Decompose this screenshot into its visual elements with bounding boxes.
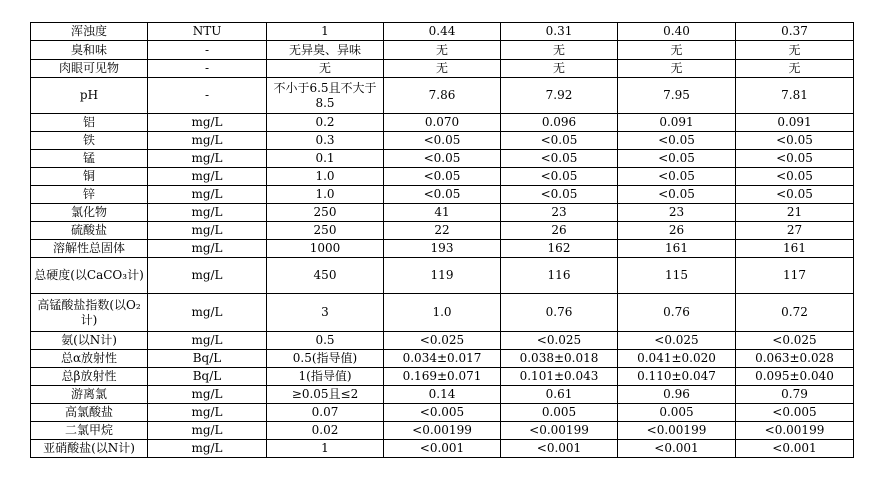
limit-cell: 0.3 [267,132,384,150]
limit-cell: 1000 [267,240,384,258]
limit-cell: 450 [267,258,384,294]
table-row [31,294,854,332]
sample-4-cell: 161 [736,240,854,258]
unit-cell: mg/L [148,332,267,350]
sample-1-cell: 7.86 [384,78,501,114]
sample-3-cell: 161 [618,240,736,258]
sample-4-cell: <0.001 [736,440,854,458]
indicator-name-cell: 浑浊度 [31,23,148,41]
sample-3-cell: <0.05 [618,150,736,168]
sample-2-cell: 0.038±0.018 [501,350,618,368]
unit-cell: NTU [148,23,267,41]
limit-cell: 无 [267,60,384,78]
sample-4-cell: <0.05 [736,186,854,204]
limit-cell: 不小于6.5且不大于8.5 [267,78,384,114]
indicator-name-cell: pH [31,78,148,114]
sample-1-cell: 无 [384,41,501,60]
unit-cell: Bq/L [148,368,267,386]
table-row [31,240,854,258]
sample-3-cell: 无 [618,60,736,78]
sample-1-cell: 0.070 [384,114,501,132]
indicator-name-cell: 总α放射性 [31,350,148,368]
unit-cell: - [148,78,267,114]
indicator-name-cell: 高氯酸盐 [31,404,148,422]
indicator-name-cell: 锰 [31,150,148,168]
sample-3-cell: 0.40 [618,23,736,41]
sample-3-cell: 0.110±0.047 [618,368,736,386]
indicator-name-cell: 锌 [31,186,148,204]
sample-4-cell: 0.79 [736,386,854,404]
table-row [31,350,854,368]
sample-4-cell: 27 [736,222,854,240]
table-row [31,41,854,60]
table-row [31,150,854,168]
indicator-name-cell: 氯化物 [31,204,148,222]
indicator-name-cell: 铁 [31,132,148,150]
unit-cell: mg/L [148,114,267,132]
sample-2-cell: <0.05 [501,186,618,204]
table-row [31,332,854,350]
table-row [31,132,854,150]
unit-cell: Bq/L [148,350,267,368]
sample-1-cell: <0.001 [384,440,501,458]
sample-1-cell: 119 [384,258,501,294]
sample-1-cell: <0.05 [384,186,501,204]
limit-cell: 1(指导值) [267,368,384,386]
unit-cell: mg/L [148,132,267,150]
sample-3-cell: 7.95 [618,78,736,114]
sample-2-cell: 26 [501,222,618,240]
sample-3-cell: <0.05 [618,132,736,150]
sample-1-cell: 193 [384,240,501,258]
indicator-name-cell: 铝 [31,114,148,132]
unit-cell: mg/L [148,404,267,422]
sample-2-cell: <0.05 [501,132,618,150]
sample-2-cell: 无 [501,41,618,60]
sample-2-cell: 7.92 [501,78,618,114]
sample-1-cell: <0.05 [384,150,501,168]
sample-1-cell: <0.05 [384,168,501,186]
sample-4-cell: 21 [736,204,854,222]
indicator-name-cell: 臭和味 [31,41,148,60]
table-row [31,258,854,294]
indicator-name-cell: 游离氯 [31,386,148,404]
indicator-name-cell: 高锰酸盐指数(以O₂计) [31,294,148,332]
sample-2-cell: <0.025 [501,332,618,350]
table-row [31,422,854,440]
limit-cell: 1.0 [267,168,384,186]
sample-3-cell: <0.00199 [618,422,736,440]
sample-4-cell: <0.05 [736,150,854,168]
indicator-name-cell: 亚硝酸盐(以N计) [31,440,148,458]
sample-2-cell: 0.096 [501,114,618,132]
limit-cell: 250 [267,204,384,222]
table-body [31,23,854,458]
table-row [31,204,854,222]
sample-2-cell: 无 [501,60,618,78]
sample-3-cell: <0.05 [618,186,736,204]
sample-2-cell: <0.001 [501,440,618,458]
table-row [31,23,854,41]
indicator-name-cell: 二氯甲烷 [31,422,148,440]
sample-1-cell: 1.0 [384,294,501,332]
limit-cell: 0.07 [267,404,384,422]
unit-cell: mg/L [148,422,267,440]
indicator-name-cell: 总β放射性 [31,368,148,386]
unit-cell: mg/L [148,386,267,404]
table-row [31,168,854,186]
limit-cell: 250 [267,222,384,240]
limit-cell: 0.5(指导值) [267,350,384,368]
limit-cell: 3 [267,294,384,332]
table-row [31,440,854,458]
indicator-name-cell: 溶解性总固体 [31,240,148,258]
sample-4-cell: 0.72 [736,294,854,332]
sample-4-cell: 无 [736,41,854,60]
unit-cell: mg/L [148,150,267,168]
sample-2-cell: 0.76 [501,294,618,332]
sample-1-cell: 0.034±0.017 [384,350,501,368]
sample-4-cell: <0.05 [736,168,854,186]
sample-4-cell: 无 [736,60,854,78]
sample-2-cell: 162 [501,240,618,258]
sample-4-cell: 7.81 [736,78,854,114]
sample-4-cell: 0.37 [736,23,854,41]
sample-3-cell: <0.05 [618,168,736,186]
indicator-name-cell: 氨(以N计) [31,332,148,350]
unit-cell: mg/L [148,222,267,240]
table-row [31,368,854,386]
sample-4-cell: 0.095±0.040 [736,368,854,386]
sample-1-cell: 0.169±0.071 [384,368,501,386]
unit-cell: - [148,60,267,78]
indicator-name-cell: 铜 [31,168,148,186]
limit-cell: 0.02 [267,422,384,440]
sample-2-cell: 0.31 [501,23,618,41]
sample-3-cell: 0.091 [618,114,736,132]
indicator-name-cell: 硫酸盐 [31,222,148,240]
sample-4-cell: 117 [736,258,854,294]
limit-cell: ≥0.05且≤2 [267,386,384,404]
sample-1-cell: <0.025 [384,332,501,350]
sample-2-cell: 0.101±0.043 [501,368,618,386]
limit-cell: 无异臭、异味 [267,41,384,60]
indicator-name-cell: 总硬度(以CaCO₃计) [31,258,148,294]
sample-2-cell: <0.00199 [501,422,618,440]
unit-cell: mg/L [148,440,267,458]
sample-1-cell: 0.44 [384,23,501,41]
unit-cell: - [148,41,267,60]
water-quality-table-container [30,22,854,458]
sample-3-cell: 无 [618,41,736,60]
sample-3-cell: 23 [618,204,736,222]
water-quality-table [30,22,854,458]
sample-3-cell: 26 [618,222,736,240]
limit-cell: 1.0 [267,186,384,204]
sample-2-cell: 0.61 [501,386,618,404]
sample-4-cell: 0.063±0.028 [736,350,854,368]
sample-1-cell: 41 [384,204,501,222]
sample-1-cell: <0.05 [384,132,501,150]
unit-cell: mg/L [148,168,267,186]
sample-3-cell: 0.76 [618,294,736,332]
limit-cell: 0.1 [267,150,384,168]
limit-cell: 0.5 [267,332,384,350]
unit-cell: mg/L [148,186,267,204]
table-row [31,222,854,240]
indicator-name-cell: 肉眼可见物 [31,60,148,78]
sample-3-cell: <0.001 [618,440,736,458]
unit-cell: mg/L [148,204,267,222]
unit-cell: mg/L [148,294,267,332]
sample-3-cell: 0.005 [618,404,736,422]
sample-4-cell: <0.005 [736,404,854,422]
sample-1-cell: <0.00199 [384,422,501,440]
sample-1-cell: 无 [384,60,501,78]
unit-cell: mg/L [148,240,267,258]
sample-3-cell: 0.041±0.020 [618,350,736,368]
limit-cell: 0.2 [267,114,384,132]
sample-3-cell: 0.96 [618,386,736,404]
table-row [31,386,854,404]
sample-3-cell: <0.025 [618,332,736,350]
sample-1-cell: 22 [384,222,501,240]
sample-4-cell: <0.05 [736,132,854,150]
sample-4-cell: <0.025 [736,332,854,350]
sample-1-cell: <0.005 [384,404,501,422]
limit-cell: 1 [267,23,384,41]
sample-4-cell: <0.00199 [736,422,854,440]
sample-2-cell: 23 [501,204,618,222]
unit-cell: mg/L [148,258,267,294]
table-row [31,404,854,422]
table-row [31,114,854,132]
sample-2-cell: 0.005 [501,404,618,422]
sample-2-cell: <0.05 [501,150,618,168]
sample-4-cell: 0.091 [736,114,854,132]
table-row [31,186,854,204]
sample-2-cell: <0.05 [501,168,618,186]
sample-2-cell: 116 [501,258,618,294]
sample-3-cell: 115 [618,258,736,294]
table-row [31,60,854,78]
sample-1-cell: 0.14 [384,386,501,404]
limit-cell: 1 [267,440,384,458]
table-row [31,78,854,114]
